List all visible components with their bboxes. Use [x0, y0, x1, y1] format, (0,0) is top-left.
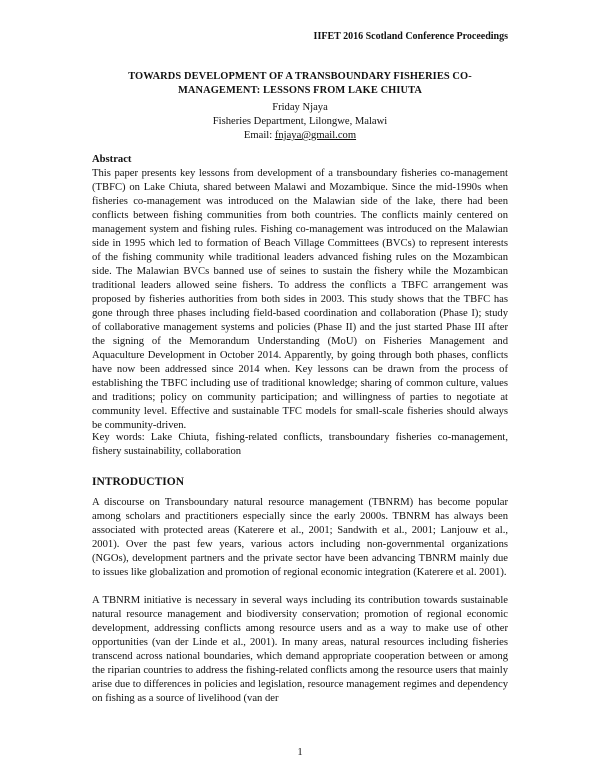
abstract-heading: Abstract [92, 154, 132, 165]
abstract-section [92, 153, 508, 433]
introduction-paragraph-1 [92, 496, 508, 580]
intro-p2-text: A TBNRM initiative is necessary in several ways including its contribution towards sustainable natural resource management and biodiversity conservation; promotion of regional economic development, addressing conflicts among resource users and as a way to make use of other opportunities (van der Linde et al., 2001). In many areas, natural resources including fisheries transcend across national boundaries, which demand appropriate cooperation between or among the riparian countries to address the fishing-related conflicts among the resource users that mainly arise due to differences in policies and legislation, resource management regimes and dependency on fishing as a source of livelihood (van der [92, 595, 508, 704]
author-affiliation: Fisheries Department, Lilongwe, Malawi [212, 116, 388, 127]
author-block [92, 101, 508, 143]
author-email-link[interactable]: fnjaya@gmail.com [274, 130, 357, 141]
intro-p1-text: A discourse on Transboundary natural resource management (TBNRM) has become popular among scholars and practitioners especially since the early 2000s. TBNRM has always been associated with protected areas (Katerere et al., 2001; Sandwith et al., 2001; Lanjouw et al., 2001). Over the past few years, various actors including non-governmental organizations (NGOs), development partners and the private sector have been advancing TBNRM mainly due to issues like globalization and promotion of regional economic integration (Katerere et al. 2001). [92, 497, 508, 578]
introduction-section [92, 475, 508, 489]
page-number: 1 [297, 747, 303, 758]
email-label: Email: [243, 130, 275, 141]
introduction-heading: INTRODUCTION [92, 476, 185, 488]
introduction-paragraph-2 [92, 594, 508, 706]
paper-title [92, 70, 508, 98]
abstract-text: This paper presents key lessons from development of a transboundary fisheries co-management (TBFC) on Lake Chiuta, shared between Malawi and Mozambique. Since the mid-1990s when fisheries co-management was introduced on the Malawian side of the lake, there had been conflicts between fishing communities from both countries. The conflicts mainly centered on management system and fishing rules. Fishing co-management was introduced on the Malawian side in 1995 which led to formation of Beach Village Committees (BVCs) to represent interests of the fishing community while traditional leaders advanced fishing rules on the Mozambican side. The Malawian BVCs banned use of seines to sustain the fishery while the Mozambican traditional leaders allowed seine fishers. To address the conflicts a TBFC arrangement was proposed by fisheries authorities from both sides in 2003. This study shows that the TBFC has gone through three phases including field-based coordination and collaboration (Phase I); study of collaborative management systems and policies (Phase II) and the just started Phase III after the signing of the Memorandum Understanding (MoU) on Fisheries Management and Aquaculture Development in October 2014. Apparently, by going through both phases, conflicts have now been addressed since 2014 when. Key lessons can be drawn from the process of establishing the TBFC including use of traditional knowledge; sharing of common culture, values and traditions; policy on community participation; and willingness of parties to negotiate at community level. Effective and sustainable TFC models for small-scale fisheries should always be community-driven. [92, 168, 508, 431]
author-email-line [92, 129, 508, 143]
title-line-2: MANAGEMENT: LESSONS FROM LAKE CHIUTA [178, 85, 422, 96]
title-line-1: TOWARDS DEVELOPMENT OF A TRANSBOUNDARY FISHERIES CO- [128, 71, 472, 82]
author-name: Friday Njaya [272, 102, 328, 113]
running-header: IIFET 2016 Scotland Conference Proceedings [313, 31, 508, 42]
keywords: Key words: Lake Chiuta, fishing-related conflicts, transboundary fisheries co-management, fishery sustainability, collaboration [92, 432, 508, 457]
